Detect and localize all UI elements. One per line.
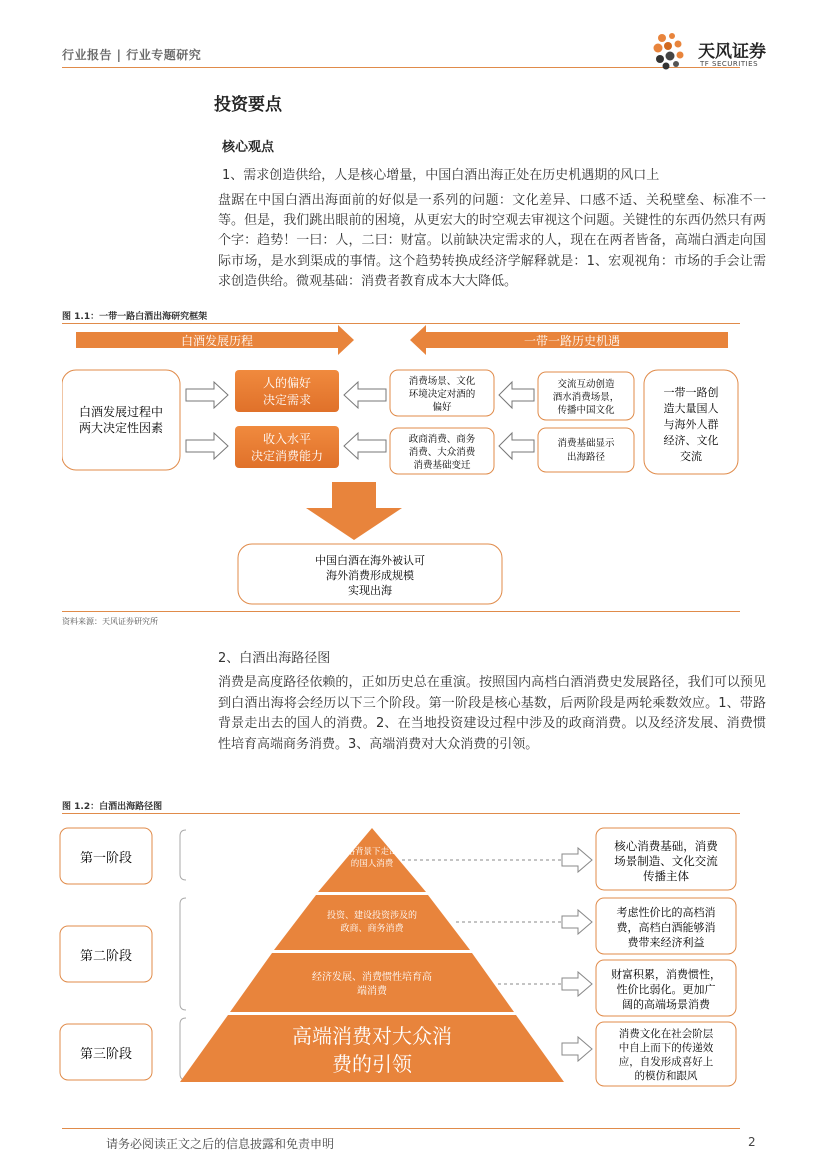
interaction-line3: 传播中国文化 bbox=[557, 405, 615, 416]
figure2-caption: 图 1.2：白酒出海路径图 bbox=[62, 802, 163, 812]
stage3-label: 第三阶段 bbox=[79, 1047, 133, 1062]
interaction-line2: 酒水消费场景， bbox=[552, 392, 620, 403]
desc3-line1: 财富积累，消费惯性， bbox=[611, 968, 721, 981]
desc1-line2: 场景制造、文化交流 bbox=[614, 854, 718, 868]
stage1-label: 第一阶段 bbox=[79, 851, 133, 866]
base-path-line2: 出海路径 bbox=[566, 452, 606, 463]
tier1-line2: 的国人消费 bbox=[350, 859, 394, 869]
outline-arrow bbox=[562, 1037, 592, 1061]
belt-road-line5: 交流 bbox=[680, 450, 702, 463]
bracket bbox=[180, 898, 186, 1010]
core-heading: 核心观点 bbox=[222, 140, 275, 155]
outline-arrow bbox=[562, 972, 592, 996]
scene-line3: 偏好 bbox=[432, 402, 452, 413]
tier2-line2: 政商、商务消费 bbox=[340, 924, 404, 934]
desc4-line1: 消费文化在社会阶层 bbox=[618, 1028, 714, 1040]
result-line1: 中国白酒在海外被认可 bbox=[315, 554, 425, 567]
desc1-line3: 传播主体 bbox=[643, 869, 689, 883]
belt-road-line2: 造大量国人 bbox=[663, 402, 719, 415]
outline-arrow bbox=[499, 382, 534, 408]
desc4-line3: 应，自发形成喜好上 bbox=[618, 1056, 714, 1068]
figure1-source: 资料来源：天风证券研究所 bbox=[62, 617, 158, 626]
scene-line1: 消费场景、文化 bbox=[408, 376, 476, 387]
path-diagram bbox=[58, 818, 744, 1090]
outline-arrow bbox=[562, 848, 592, 872]
result-line2: 海外消费形成规模 bbox=[326, 569, 414, 582]
left-factor-line2: 两大决定性因素 bbox=[78, 421, 164, 435]
outline-arrow bbox=[562, 910, 592, 934]
base-path-box bbox=[538, 428, 634, 472]
tier4-line1: 高端消费对大众消 bbox=[292, 1024, 452, 1048]
base-path-line1: 消费基础显示 bbox=[557, 438, 615, 449]
bracket bbox=[180, 830, 186, 880]
paragraph-two: 消费是高度路径依赖的，正如历史总在重演。按照国内高档白酒消费史发展路径，我们可以预见到白酒出海将会经历以下三个阶段。第一阶段是核心基数，后两阶段是两轮乘数效应。1、带路背景走出去的国人的消费。2、在当地投资建设过程中涉及的政商消费。以及经济发展、消费惯性培育高端商务消费。3、高端消费对大众消费的引领。 bbox=[218, 675, 766, 752]
scene-line2: 环境决定对酒的 bbox=[408, 389, 476, 400]
outline-arrow bbox=[344, 382, 386, 408]
outline-arrow bbox=[499, 433, 534, 459]
outline-arrow bbox=[186, 433, 228, 459]
desc4-line4: 的模仿和跟风 bbox=[634, 1070, 698, 1082]
figure1-bottom-rule bbox=[62, 611, 740, 612]
stage2-label: 第二阶段 bbox=[79, 949, 133, 964]
desc2-line1: 考虑性价比的高档消 bbox=[616, 906, 716, 919]
down-arrow bbox=[306, 482, 402, 540]
belt-road-line1: 一带一路创 bbox=[663, 386, 719, 399]
gov-line1: 政商消费、商务 bbox=[408, 434, 476, 445]
interaction-line1: 交流互动创造 bbox=[557, 379, 615, 390]
tier4-line2: 费的引领 bbox=[332, 1052, 412, 1076]
left-factor-line1: 白酒发展过程中 bbox=[78, 405, 164, 419]
tf-logo-icon bbox=[648, 30, 696, 72]
tier2-line1: 投资、建设投资涉及的 bbox=[326, 911, 418, 921]
outline-arrow bbox=[344, 433, 386, 459]
paragraph-one: 盘踞在中国白酒出海面前的好似是一系列的问题：文化差异、口感不适、关税壁垒、标准不一等。但是，我们跳出眼前的困境，从更宏大的时空观去审视这个问题。关键性的东西仍然只有两个字：趋势！一曰：人，二曰：财富。以前缺决定需求的人，现在在两者皆备，高端白酒走向国际市场，是水到渠成的事情。这个趋势转换成经济学解释就是：1、宏观视角：市场的手会让需求创造供给。微观基础：消费者教育成本大大降低。 bbox=[218, 193, 766, 289]
section-title: 投资要点 bbox=[214, 95, 282, 115]
pyramid-tier2 bbox=[274, 895, 470, 950]
preference-line1: 人的偏好 bbox=[262, 376, 312, 390]
result-line3: 实现出海 bbox=[348, 584, 392, 597]
report-header: 行业报告 | 行业专题研究 bbox=[62, 48, 202, 62]
history-arrow-label: 白酒发展历程 bbox=[180, 334, 254, 348]
gov-line3: 消费基础变迁 bbox=[413, 460, 471, 471]
page-number: 2 bbox=[748, 1135, 756, 1149]
footer-divider bbox=[62, 1128, 740, 1129]
left-factor-box bbox=[62, 370, 180, 470]
desc3-line2: 性价比弱化。更加广 bbox=[616, 983, 716, 996]
footer-disclaimer: 请务必阅读正文之后的信息披露和免责申明 bbox=[106, 1137, 335, 1151]
framework-diagram bbox=[62, 324, 742, 610]
gov-line2: 消费、大众消费 bbox=[408, 447, 476, 458]
point-one: 1、需求创造供给，人是核心增量，中国白酒出海正处在历史机遇期的风口上 bbox=[222, 168, 660, 183]
income-line2: 决定消费能力 bbox=[250, 449, 324, 463]
tier3-line2: 端消费 bbox=[357, 986, 387, 997]
logo-text: 天风证券 bbox=[698, 42, 766, 62]
desc4-line2: 中自上而下的传递效 bbox=[618, 1042, 714, 1054]
header-divider bbox=[62, 67, 740, 68]
preference-line2: 决定需求 bbox=[262, 393, 312, 407]
logo-subtext: TF SECURITIES bbox=[700, 60, 759, 68]
tier3-line1: 经济发展、消费惯性培育高 bbox=[312, 972, 432, 983]
bracket bbox=[180, 1018, 186, 1080]
desc2-line2: 费，高档白酒能够消 bbox=[616, 921, 716, 934]
outline-arrow bbox=[186, 382, 228, 408]
income-line1: 收入水平 bbox=[262, 432, 312, 446]
desc1-line1: 核心消费基础，消费 bbox=[614, 839, 718, 853]
point-two: 2、白酒出海路径图 bbox=[218, 651, 331, 666]
desc3-line3: 阔的高端场景消费 bbox=[622, 998, 710, 1011]
figure1-caption: 图 1.1：一带一路白酒出海研究框架 bbox=[62, 312, 208, 322]
figure2-top-rule bbox=[62, 813, 740, 814]
tier1-line1: 带路背景下走出去 bbox=[337, 847, 407, 857]
belt-road-line3: 与海外人群 bbox=[663, 418, 719, 431]
belt-road-line4: 经济、文化 bbox=[663, 434, 719, 447]
opportunity-arrow-label: 一带一路历史机遇 bbox=[523, 334, 621, 348]
desc2-line3: 费带来经济利益 bbox=[627, 936, 705, 949]
